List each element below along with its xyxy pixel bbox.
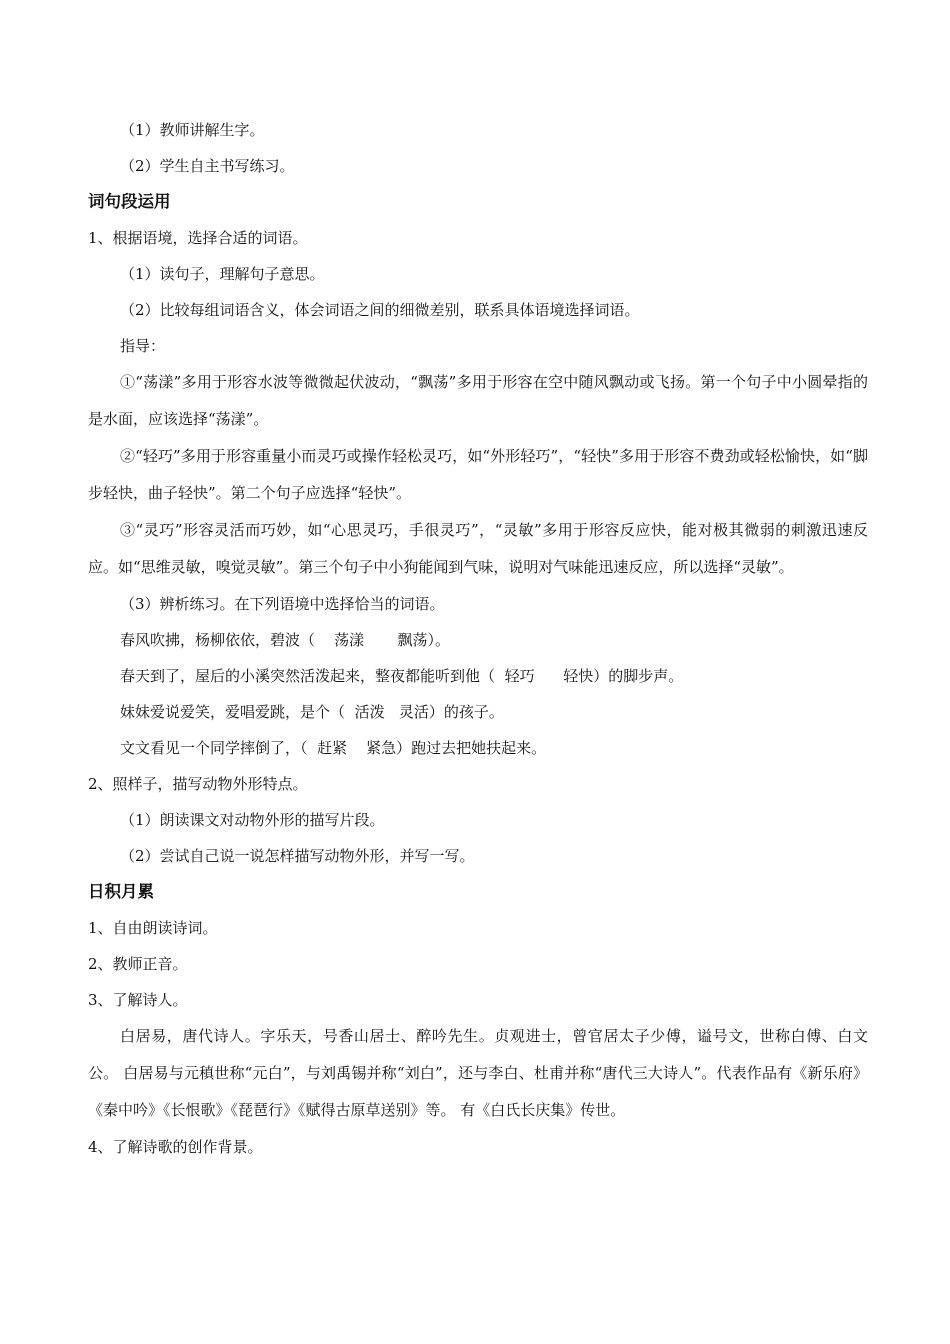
words-item-1: 1、根据语境，选择合适的词语。 xyxy=(88,229,308,247)
exercise-2-option-2: 轻快）的脚步声。 xyxy=(563,667,684,685)
section-heading-daily: 日积月累 xyxy=(88,882,154,901)
guide-paragraph-2: ②“轻巧”多用于形容重量小而灵巧或操作轻松灵巧，如“外形轻巧”，“轻快”多用于形容不费劲或轻松愉快，如“脚步轻快，曲子轻快”。第二个句子应选择“轻快”。 xyxy=(88,447,868,502)
daily-item-2: 2、教师正音。 xyxy=(88,955,188,973)
daily-item-4: 4、了解诗歌的创作背景。 xyxy=(88,1138,263,1156)
guide-paragraph-3: ③“灵巧”形容灵活而巧妙，如“心思灵巧，手很灵巧”，“灵敏”多用于形容反应快，能对极其微弱的刺激迅速反应。如“思维灵敏，嗅觉灵敏”。第三个句子中小狗能闻到气味，说明对气味能迅速反应，所以选择“灵敏”。 xyxy=(88,521,868,576)
step-student-practice: （2）学生自主书写练习。 xyxy=(120,157,295,175)
exercise-3-option-1: 活泼 xyxy=(354,703,385,721)
exercise-4 xyxy=(88,730,868,766)
exercise-4-option-1: 赶紧 xyxy=(317,739,348,757)
guide-label: 指导： xyxy=(120,337,166,355)
exercise-1-text: 春风吹拂，杨柳依依，碧波（ xyxy=(120,631,316,649)
guide-paragraph-1: ①“荡漾”多用于形容水波等微微起伏波动，“飘荡”多用于形容在空中随风飘动或飞扬。第一个句子中小圆晕指的是水面，应该选择“荡漾”。 xyxy=(88,373,868,428)
words-sub-2: （2）比较每组词语含义，体会词语之间的细微差别，联系具体语境选择词语。 xyxy=(120,301,640,319)
words-item-2: 2、照样子，描写动物外形特点。 xyxy=(88,775,308,793)
exercise-1-option-1: 荡漾 xyxy=(334,631,365,649)
exercise-3 xyxy=(88,694,868,730)
exercise-4-text: 文文看见一个同学摔倒了，（ xyxy=(120,739,308,757)
daily-item-1: 1、自由朗读诗词。 xyxy=(88,919,218,937)
words-sub-1: （1）读句子，理解句子意思。 xyxy=(120,265,325,283)
words-sub-2-2: （2）尝试自己说一说怎样描写动物外形，并写一写。 xyxy=(120,847,475,865)
exercise-2-text: 春天到了，屋后的小溪突然活泼起来，整夜都能听到他（ xyxy=(120,667,496,685)
exercise-1 xyxy=(88,622,868,658)
exercise-3-text: 妹妹爱说爱笑，爱唱爱跳，是个（ xyxy=(120,703,346,721)
daily-item-3: 3、了解诗人。 xyxy=(88,991,188,1009)
exercise-2-option-1: 轻巧 xyxy=(504,667,535,685)
section-heading-words: 词句段运用 xyxy=(88,192,171,211)
words-sub-3: （3）辨析练习。在下列语境中选择恰当的词语。 xyxy=(120,595,445,613)
exercise-1-option-2: 飘荡）。 xyxy=(397,631,451,649)
document-body xyxy=(88,112,868,1165)
exercise-3-option-2: 灵活）的孩子。 xyxy=(398,703,504,721)
step-teacher-explains: （1）教师讲解生字。 xyxy=(120,121,265,139)
poet-biography: 白居易，唐代诗人。字乐天，号香山居士、醉吟先生。贞观进士，曾官居太子少傅，谥号文，世称白傅、白文公。 白居易与元稹世称“元白”，与刘禹锡并称“刘白”，还与李白、杜甫并称“唐代三大诗人”。代表作品有《新乐府》《秦中吟》《长恨歌》《琵琶行》《赋得古原草送别》等。 有《白氏长庆集》传世。 xyxy=(88,1027,868,1119)
exercise-4-option-2: 紧急）跑过去把她扶起来。 xyxy=(366,739,547,757)
exercise-2 xyxy=(88,658,868,694)
words-sub-2-1: （1）朗读课文对动物外形的描写片段。 xyxy=(120,811,385,829)
